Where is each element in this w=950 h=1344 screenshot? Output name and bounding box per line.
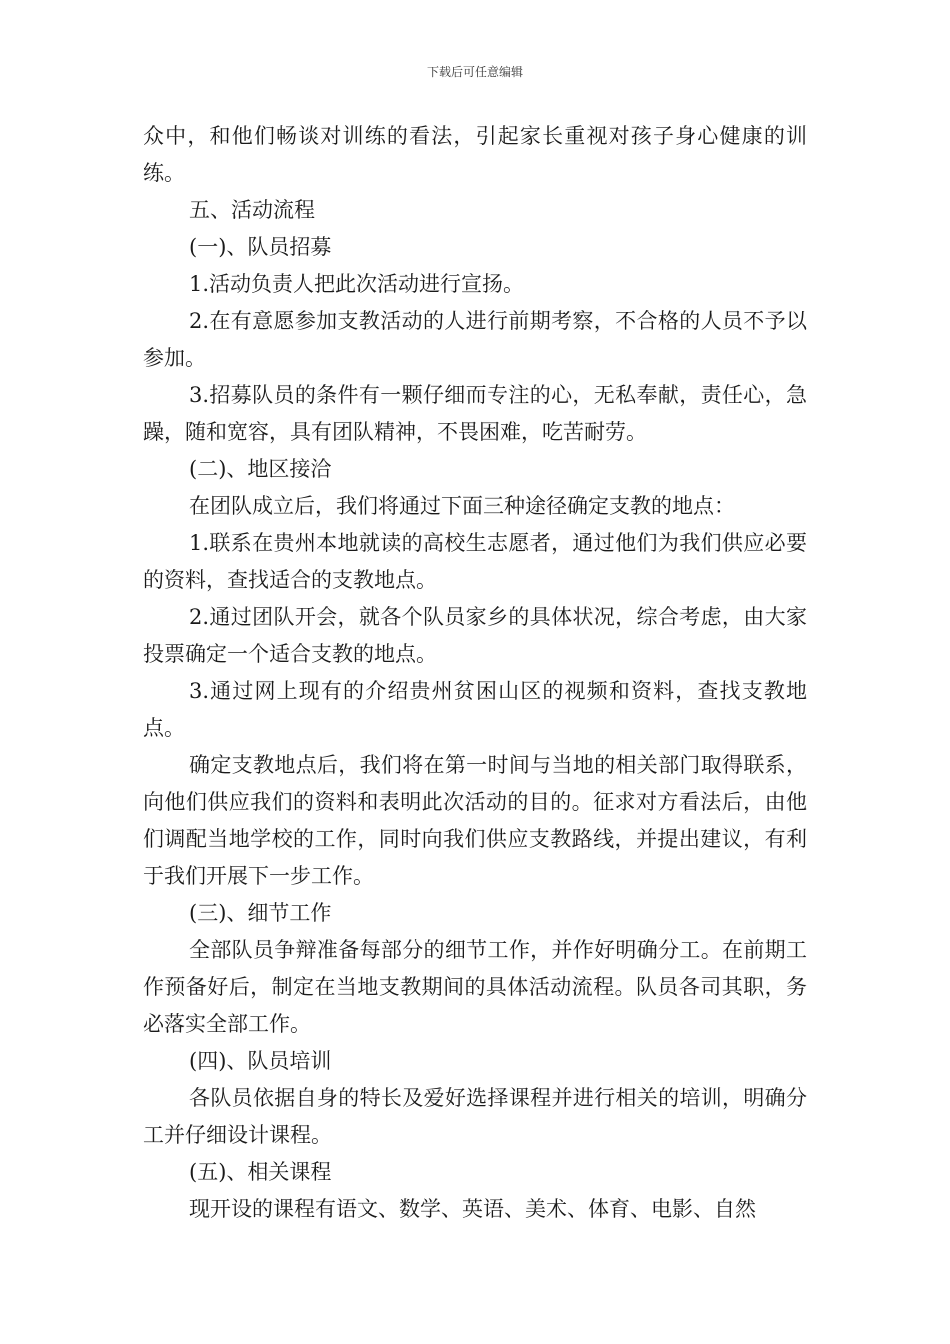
page-header: 下载后可任意编辑: [426, 65, 523, 79]
list-item: 1.联系在贵州本地就读的高校生志愿者，通过他们为我们供应必要的资料，查找适合的支教地点。: [143, 531, 807, 592]
paragraph: 众中，和他们畅谈对训练的看法，引起家长重视对孩子身心健康的训练。: [143, 124, 807, 185]
list-item: 2.在有意愿参加支教活动的人进行前期考察，不合格的人员不予以参加。: [143, 309, 807, 370]
paragraph: 各队员依据自身的特长及爱好选择课程并进行相关的培训，明确分工并仔细设计课程。: [143, 1086, 807, 1147]
paragraph: 确定支教地点后，我们将在第一时间与当地的相关部门取得联系，向他们供应我们的资料和表明此次活动的目的。征求对方看法后，由他们调配当地学校的工作，同时向我们供应支教路线，并提出建议，有利于我们开展下一步工作。: [143, 753, 807, 888]
subsection-heading: (三)、细节工作: [189, 901, 332, 925]
list-item: 1.活动负责人把此次活动进行宣扬。: [189, 272, 525, 296]
list-item: 3.通过网上现有的介绍贵州贫困山区的视频和资料，查找支教地点。: [143, 679, 807, 740]
document-body: [143, 118, 807, 1228]
subsection-heading: (四)、队员培训: [189, 1049, 332, 1073]
list-item: 2.通过团队开会，就各个队员家乡的具体状况，综合考虑，由大家投票确定一个适合支教的地点。: [143, 605, 807, 666]
subsection-heading: (五)、相关课程: [189, 1160, 332, 1184]
paragraph: 现开设的课程有语文、数学、英语、美术、体育、电影、自然: [189, 1197, 756, 1221]
paragraph: 在团队成立后，我们将通过下面三种途径确定支教的地点：: [189, 494, 735, 518]
paragraph: 全部队员争辩准备每部分的细节工作，并作好明确分工。在前期工作预备好后，制定在当地支教期间的具体活动流程。队员各司其职，务必落实全部工作。: [143, 938, 807, 1036]
subsection-heading: (二)、地区接洽: [189, 457, 332, 481]
section-heading: 五、活动流程: [189, 198, 315, 222]
list-item: 3.招募队员的条件有一颗仔细而专注的心，无私奉献，责任心，急躁，随和宽容，具有团队精神，不畏困难，吃苦耐劳。: [143, 383, 807, 444]
subsection-heading: (一)、队员招募: [189, 235, 332, 259]
